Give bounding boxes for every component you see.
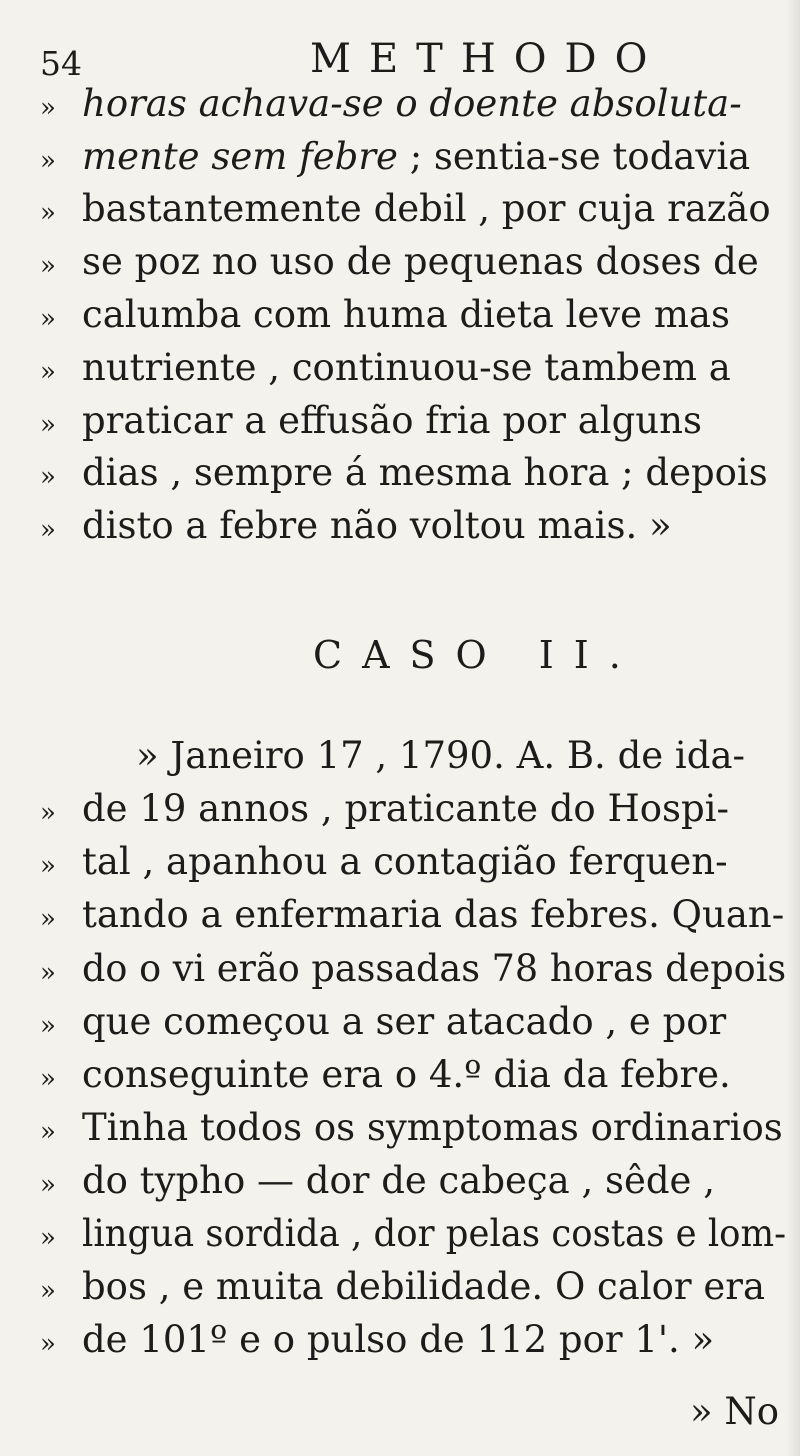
text-line: calumba com huma dieta leve mas xyxy=(82,293,730,336)
text-line: do o vi erão passadas 78 horas depois xyxy=(82,947,787,990)
line-quote-mark: » xyxy=(40,1223,56,1253)
line-quote-mark: » xyxy=(40,410,56,440)
text-line: » Janeiro 17 , 1790. A. B. de ida- xyxy=(136,734,746,777)
text-line: bastantemente debil , por cuja razão xyxy=(82,187,771,230)
page-number: 54 xyxy=(40,44,82,83)
text-line: bos , e muita debilidade. O calor era xyxy=(82,1265,766,1308)
text-line: que começou a ser atacado , e por xyxy=(82,1000,727,1043)
line-quote-mark: » xyxy=(40,251,56,281)
line-quote-mark: » xyxy=(40,357,56,387)
line-quote-mark: » xyxy=(40,1064,56,1094)
text-line: se poz no uso de pequenas doses de xyxy=(82,240,759,283)
line-quote-mark: » xyxy=(40,1329,56,1359)
line-quote-mark: » xyxy=(40,1011,56,1041)
line-quote-mark: » xyxy=(40,1117,56,1147)
text-line: tando a enfermaria das febres. Quan- xyxy=(82,893,785,936)
line-quote-mark: » xyxy=(40,798,56,828)
running-title: METHODO xyxy=(310,36,666,82)
page-edge-shadow xyxy=(786,0,800,1456)
catchword: » No xyxy=(690,1390,780,1433)
text-line: nutriente , continuou-se tambem a xyxy=(82,346,731,389)
line-quote-mark: » xyxy=(40,304,56,334)
page-header xyxy=(0,30,800,90)
line-quote-mark: » xyxy=(40,462,56,492)
text-line: lingua sordida , dor pelas costas e lom- xyxy=(82,1212,787,1255)
line-quote-mark: » xyxy=(40,1170,56,1200)
text-line: mente sem febre ; sentia-se todavia xyxy=(82,135,751,178)
text-line: Tinha todos os symptomas ordinarios xyxy=(82,1106,783,1149)
text-line: dias , sempre á mesma hora ; depois xyxy=(82,451,768,494)
text-line: de 19 annos , praticante do Hospi- xyxy=(82,787,729,830)
text-line: disto a febre não voltou mais. » xyxy=(82,504,672,547)
line-quote-mark: » xyxy=(40,1276,56,1306)
line-quote-mark: » xyxy=(40,851,56,881)
line-quote-mark: » xyxy=(40,515,56,545)
line-quote-mark: » xyxy=(40,958,56,988)
text-line: de 101º e o pulso de 112 por 1'. » xyxy=(82,1318,715,1361)
text-line: tal , apanhou a contagião ferquen- xyxy=(82,840,728,883)
text-line: praticar a effusão fria por alguns xyxy=(82,399,702,442)
line-quote-mark: » xyxy=(40,93,56,123)
line-quote-mark: » xyxy=(40,904,56,934)
line-quote-mark: » xyxy=(40,146,56,176)
text-line: horas achava-se o doente absoluta- xyxy=(82,82,742,125)
section-heading: CASO II. xyxy=(313,633,641,677)
line-quote-mark: » xyxy=(40,198,56,228)
text-line: do typho — dor de cabeça , sêde , xyxy=(82,1159,715,1202)
text-line: conseguinte era o 4.º dia da febre. xyxy=(82,1053,731,1096)
